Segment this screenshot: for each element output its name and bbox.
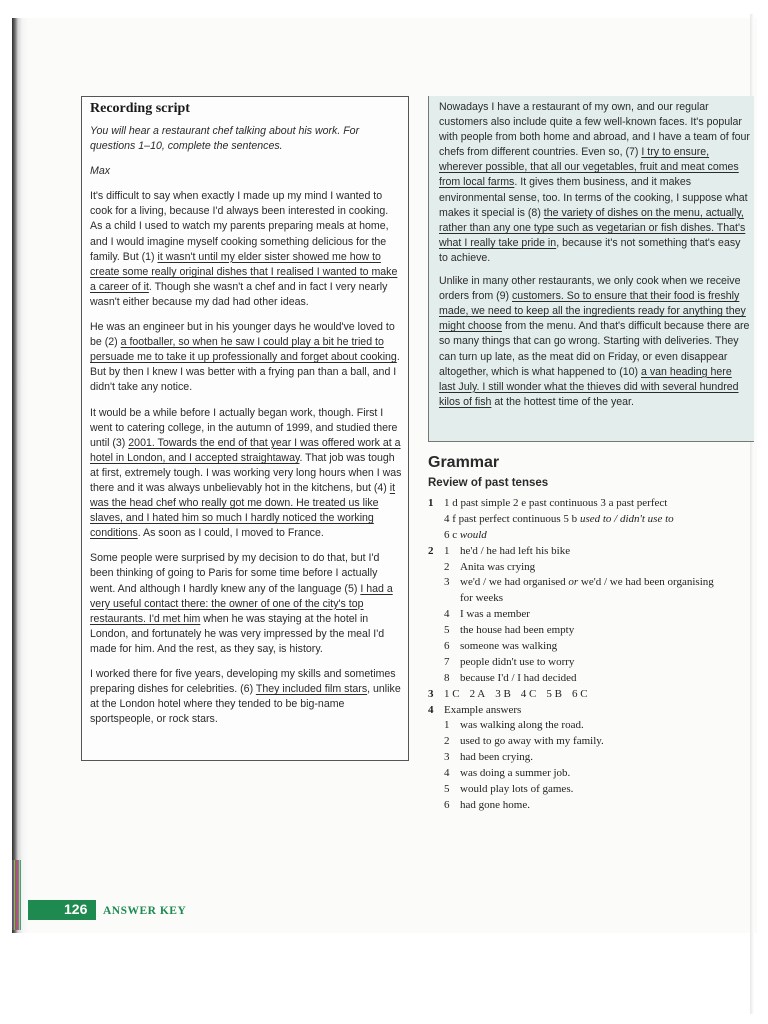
answer-underline: a footballer, so when he saw I could play a bit he tried to persuade me to take it up professionally and forget about cooking bbox=[90, 336, 397, 364]
book-spine bbox=[12, 18, 28, 933]
answer-text bbox=[444, 512, 674, 528]
script-paragraph bbox=[90, 320, 402, 395]
answer-row bbox=[428, 734, 748, 750]
question-number: 4 bbox=[428, 703, 434, 716]
answer-row bbox=[428, 607, 748, 623]
answer-text bbox=[444, 528, 487, 544]
item-number: 7 bbox=[444, 655, 450, 668]
answer-text: would play lots of games. bbox=[460, 783, 574, 796]
answer-row bbox=[428, 687, 748, 703]
answer-text: he'd / he had left his bike bbox=[460, 544, 571, 557]
grammar-answers bbox=[428, 496, 748, 814]
recording-script-box bbox=[81, 96, 409, 761]
answer-underline: it wasn't until my elder sister showed me how to create some really original dishes that I realised I wanted to make a career of it bbox=[90, 250, 398, 293]
answer-text-part: 4 f past perfect continuous 5 b bbox=[444, 512, 580, 525]
item-number: 1 bbox=[444, 544, 450, 557]
answer-text-part: 6 c bbox=[444, 528, 460, 541]
answer-text: people didn't use to worry bbox=[460, 655, 575, 668]
item-number: 8 bbox=[444, 671, 450, 684]
script-text-segment: Nowadays I have a restaurant of my own, and our regular customers also include quite a few well-known faces. It's popular with people from both home and abroad, and I have a team of four chefs from different countries. Even so, (7) bbox=[439, 101, 750, 159]
answer-underline: a van heading here last July. I still wonder what the thieves did with several hundred kilos of fish bbox=[439, 365, 739, 408]
answer-row bbox=[428, 544, 748, 560]
item-number: 3 bbox=[444, 751, 450, 764]
mc-answer: 6 C bbox=[571, 687, 588, 700]
answer-text: I was a member bbox=[460, 608, 530, 621]
script-text-segment: . It gives them business, and it makes environmental sense, too. In terms of the cooking, I suppose what makes it special is (8) bbox=[439, 176, 748, 219]
answer-text: was walking along the road. bbox=[460, 719, 584, 732]
answer-row bbox=[428, 703, 748, 719]
answer-row bbox=[428, 655, 748, 671]
script-paragraph bbox=[439, 100, 751, 266]
mc-answer: 4 C bbox=[520, 687, 537, 700]
answer-text: the house had been empty bbox=[460, 624, 575, 637]
mc-answer: 1 C bbox=[444, 687, 460, 700]
mc-answer: 3 B bbox=[495, 687, 511, 700]
page-number: 126 bbox=[64, 901, 88, 917]
script-text-segment: . Though she wasn't a chef and in fact I very nearly wasn't either because my dad had other ideas. bbox=[90, 280, 388, 308]
script-text-segment: It's difficult to say when exactly I made up my mind I wanted to cook for a living, because I'd always been interested in cooking. As a child I used to watch my parents preparing meals at home, and I would imagine myself cooking something delicious for the family. But (1) bbox=[90, 190, 389, 263]
item-number: 5 bbox=[444, 783, 450, 796]
recording-script-continued-text bbox=[439, 100, 751, 418]
item-number: 3 bbox=[444, 576, 450, 589]
script-text-segment: I worked there for five years, developing my skills and sometimes preparing dishes for celebrities. (6) bbox=[90, 668, 396, 696]
answer-row bbox=[428, 512, 748, 528]
script-text-segment: . That job was tough at first, extremely tough. I was working very long hours when I was there and it was always unbelievably hot in the kitchens, but (4) bbox=[90, 451, 402, 494]
item-number: 4 bbox=[444, 767, 450, 780]
answer-text: was doing a summer job. bbox=[460, 767, 571, 780]
script-paragraph bbox=[90, 667, 402, 727]
item-number: 4 bbox=[444, 608, 450, 621]
answer-row bbox=[428, 782, 748, 798]
script-text-segment: from the menu. And that's difficult because there are so many things that can go wrong. Starting with deliveries. They can turn up late, as the meat did on Friday, or even disappear altogether, which is what happened to (10) bbox=[439, 320, 750, 378]
mc-answer: 2 A bbox=[469, 687, 486, 700]
answer-row bbox=[428, 496, 748, 512]
answer-row bbox=[428, 528, 748, 544]
script-text-segment: Unlike in many other restaurants, we only cook when we receive orders from (9) bbox=[439, 275, 741, 303]
script-text-segment: at the hottest time of the year. bbox=[491, 395, 634, 408]
script-text-segment: , unlike at the London hotel where they tended to be big-name sportspeople, or rock stars. bbox=[90, 683, 401, 726]
answer-row bbox=[428, 639, 748, 655]
question-number: 1 bbox=[428, 497, 434, 509]
mc-answer: 5 B bbox=[546, 687, 562, 700]
answer-text: we'd / we had organised or we'd / we had been organising bbox=[460, 576, 714, 589]
answer-text-italic: would bbox=[459, 528, 487, 541]
answer-underline: I had a very useful contact there: the owner of one of the city's top restaurants. I'd met him bbox=[90, 582, 393, 625]
answer-underline: it was the head chef who really got me down. He treated us like slaves, and I hated him so much I hardly noticed the working conditions bbox=[90, 481, 396, 540]
script-paragraph bbox=[90, 551, 402, 657]
script-text-segment: He was an engineer but in his younger days he would've loved to be (2) bbox=[90, 321, 395, 349]
answer-text: had gone home. bbox=[460, 798, 530, 811]
answer-underline: 2001. Towards the end of that year I was offered work at a hotel in London, and I accepted straightaway bbox=[90, 436, 401, 464]
answer-row bbox=[428, 671, 748, 687]
recording-script-intro: You will hear a restaurant chef talking about his work. For questions 1–10, complete the sentences. bbox=[90, 125, 360, 153]
recording-script-continued-box bbox=[428, 96, 754, 442]
answer-text: because I'd / I had decided bbox=[460, 671, 577, 684]
answer-row bbox=[428, 560, 748, 576]
answer-row bbox=[428, 591, 748, 607]
answer-row bbox=[428, 798, 748, 814]
answer-underline: customers. So to ensure that their food is freshly made, we need to keep all the ingredients ready for anything they might choose bbox=[439, 290, 746, 333]
answer-text: someone was walking bbox=[460, 640, 558, 653]
item-number: 5 bbox=[444, 624, 450, 637]
script-text-segment: . As soon as I could, I moved to France. bbox=[137, 527, 324, 540]
script-text-segment: when he was staying at the hotel in London, and fortunately he was very impressed by the meal I'd made for him. And the rest, as they say, is history. bbox=[90, 612, 385, 655]
answer-text: had been crying. bbox=[460, 751, 533, 764]
item-number: 6 bbox=[444, 640, 450, 653]
answer-row bbox=[428, 623, 748, 639]
page-edge-colors bbox=[12, 860, 21, 930]
answer-row bbox=[428, 766, 748, 782]
script-text-segment: , because it's not something that's easy to achieve. bbox=[439, 236, 741, 264]
answer-text bbox=[444, 687, 598, 703]
question-4-answers bbox=[428, 718, 748, 813]
question-number: 3 bbox=[428, 687, 434, 700]
answer-row bbox=[428, 575, 748, 591]
grammar-subheading: Review of past tenses bbox=[428, 477, 549, 489]
answer-underline: I try to ensure, wherever possible, that all our vegetables, fruit and meat comes from local farms bbox=[439, 146, 739, 189]
speaker-name: Max bbox=[90, 165, 111, 178]
item-number: 2 bbox=[444, 560, 450, 573]
answer-text: 1 d past simple 2 e past continuous 3 a past perfect bbox=[444, 497, 668, 509]
answer-text-italic: used to / didn't use to bbox=[579, 512, 674, 525]
item-number: 1 bbox=[444, 719, 450, 732]
question-2-answers bbox=[428, 544, 748, 687]
answer-text: used to go away with my family. bbox=[460, 735, 604, 748]
answer-row bbox=[428, 718, 748, 734]
item-number: 6 bbox=[444, 798, 450, 811]
answer-text: for weeks bbox=[460, 592, 504, 605]
script-text-segment: . But by then I knew I was better with a frying pan than a ball, and I didn't take any notice. bbox=[90, 351, 400, 394]
script-text-segment: It would be a while before I actually began work, though. First I went to catering college, in the autumn of 1999, and studied there until (3) bbox=[90, 406, 398, 449]
answer-underline: They included film stars bbox=[255, 683, 368, 696]
answer-row bbox=[428, 750, 748, 766]
grammar-heading: Grammar bbox=[428, 454, 500, 471]
section-name: ANSWER KEY bbox=[103, 905, 187, 917]
item-number: 2 bbox=[444, 735, 450, 748]
script-text-segment: Some people were surprised by my decision to do that, but I'd been thinking of going to Paris for some time before I actually went. And although I hardly knew any of the language (5) bbox=[90, 552, 380, 595]
recording-script-text bbox=[90, 124, 402, 737]
script-paragraph bbox=[439, 274, 751, 410]
answer-text: Anita was crying bbox=[460, 560, 536, 573]
question-number: 2 bbox=[428, 544, 434, 557]
answer-underline: the variety of dishes on the menu, actually, rather than any one type such as vegetarian or fish dishes. That's what I really take pride in bbox=[439, 206, 746, 249]
script-paragraph bbox=[90, 189, 402, 310]
recording-script-title: Recording script bbox=[90, 101, 190, 116]
script-paragraph bbox=[90, 406, 402, 542]
answer-label: Example answers bbox=[444, 703, 522, 716]
